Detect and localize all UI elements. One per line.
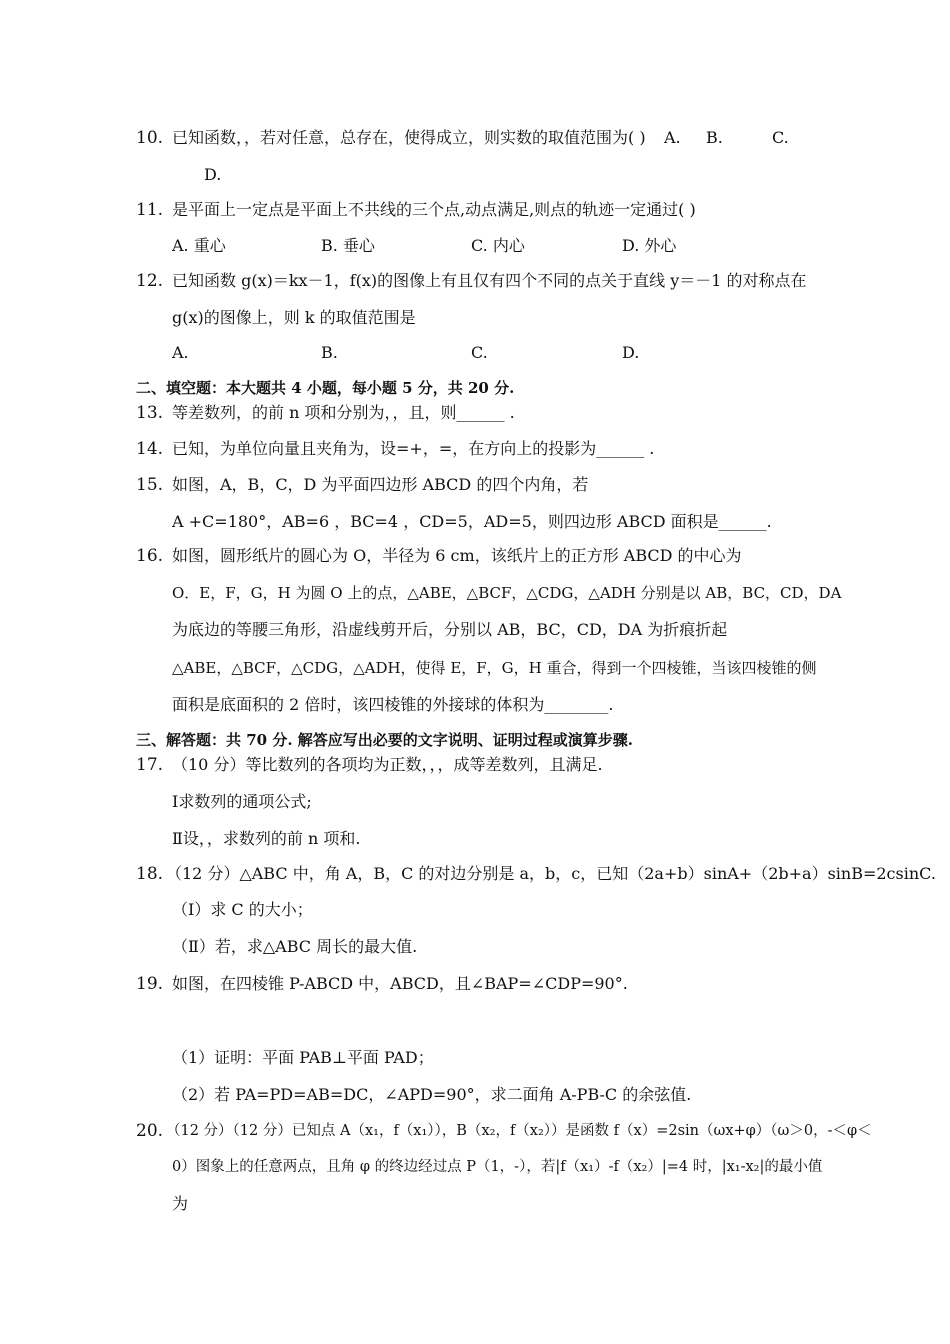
question-text: 面积是底面积的 2 倍时，该四棱锥的外接球的体积为________.	[172, 695, 614, 714]
question-number: 15.	[136, 475, 164, 495]
sub-question: （2）若 PA=PD=AB=DC，∠APD=90°，求二面角 A-PB-C 的余弦值.	[172, 1085, 692, 1104]
question-number: 16.	[136, 546, 164, 566]
question-text: 如图，在四棱锥 P-ABCD 中，ABCD，且∠BAP=∠CDP=90°.	[172, 974, 628, 993]
question-text: △ABE，△BCF，△CDG，△ADH，使得 E，F，G，H 重合，得到一个四棱锥，当该四棱锥的侧	[172, 659, 817, 677]
question-number: 18.	[136, 864, 164, 884]
section-title: 二、填空题：本大题共 4 小题，每小题 5 分，共 20 分.	[136, 379, 515, 397]
question-text: A +C=180°，AB=6 ，BC=4 ，CD=5，AD=5，则四边形 ABCD 面积是______.	[172, 512, 772, 531]
question-number: 20.	[136, 1121, 164, 1141]
option-d: D. 外心	[622, 236, 677, 255]
question-text: 等差数列，的前 n 项和分别为，，且，则______ .	[172, 403, 515, 422]
sub-question: Ⅰ求数列的通项公式;	[172, 792, 312, 811]
question-number: 19.	[136, 974, 164, 994]
question-text: O．E，F，G，H 为圆 O 上的点，△ABE，△BCF，△CDG，△ADH 分别是以 AB，BC，CD，DA	[172, 584, 842, 602]
option-c: C.	[471, 343, 488, 362]
sub-question: （Ⅰ）求 C 的大小；	[172, 900, 313, 919]
section-title: 三、解答题：共 70 分. 解答应写出必要的文字说明、证明过程或演算步骤.	[136, 731, 633, 749]
question-text: 已知函数，，若对任意，总存在，使得成立，则实数的取值范围为( )	[172, 128, 646, 147]
option-b: B.	[706, 128, 723, 147]
option-d: D.	[204, 165, 222, 184]
question-number: 11.	[136, 200, 164, 220]
sub-question: Ⅱ设，，求数列的前 n 项和.	[172, 829, 361, 848]
question-text: 为	[172, 1194, 189, 1213]
question-number: 14.	[136, 439, 164, 459]
question-number: 17.	[136, 755, 164, 775]
question-text: g(x)的图像上，则 k 的取值范围是	[172, 308, 416, 327]
question-text: 0）图象上的任意两点，且角 φ 的终边经过点 P（1，-），若|f（x₁）-f（x₂）|=4 时，|x₁-x₂|的最小值	[172, 1159, 823, 1175]
question-text: 已知，为单位向量且夹角为，设=+，=，在方向上的投影为______ .	[172, 439, 655, 458]
option-d: D.	[622, 343, 640, 362]
question-text: （12 分）（12 分）已知点 A（x₁，f（x₁）），B（x₂，f（x₂））是函数 f（x）=2sin（ωx+φ）（ω＞0，-＜φ＜	[166, 1123, 872, 1139]
option-b: B. 垂心	[321, 236, 375, 255]
option-a: A. 重心	[172, 236, 226, 255]
option-a: A.	[172, 343, 189, 362]
question-number: 13.	[136, 403, 164, 423]
question-text: （10 分）等比数列的各项均为正数，，，成等差数列，且满足.	[172, 755, 603, 774]
option-b: B.	[321, 343, 338, 362]
question-text: 如图，A，B，C，D 为平面四边形 ABCD 的四个内角，若	[172, 475, 589, 494]
question-text: 是平面上一定点是平面上不共线的三个点,动点满足,则点的轨迹一定通过( )	[172, 200, 696, 219]
option-c: C. 内心	[471, 236, 525, 255]
question-number: 12.	[136, 271, 164, 291]
question-text: 为底边的等腰三角形，沿虚线剪开后，分别以 AB，BC，CD，DA 为折痕折起	[172, 620, 728, 639]
question-text: 如图，圆形纸片的圆心为 O，半径为 6 cm，该纸片上的正方形 ABCD 的中心为	[172, 546, 742, 565]
option-c: C.	[772, 128, 789, 147]
sub-question: （1）证明：平面 PAB⊥平面 PAD；	[172, 1048, 434, 1067]
sub-question: （Ⅱ）若，求△ABC 周长的最大值.	[172, 937, 418, 956]
question-number: 10.	[136, 128, 164, 148]
option-a: A.	[664, 128, 681, 147]
question-text: （12 分）△ABC 中，角 A，B，C 的对边分别是 a，b，c，已知（2a+b）sinA+（2b+a）sinB=2csinC.	[166, 864, 936, 883]
question-text: 已知函数 g(x)＝kx－1，f(x)的图像上有且仅有四个不同的点关于直线 y＝－1 的对称点在	[172, 271, 807, 290]
